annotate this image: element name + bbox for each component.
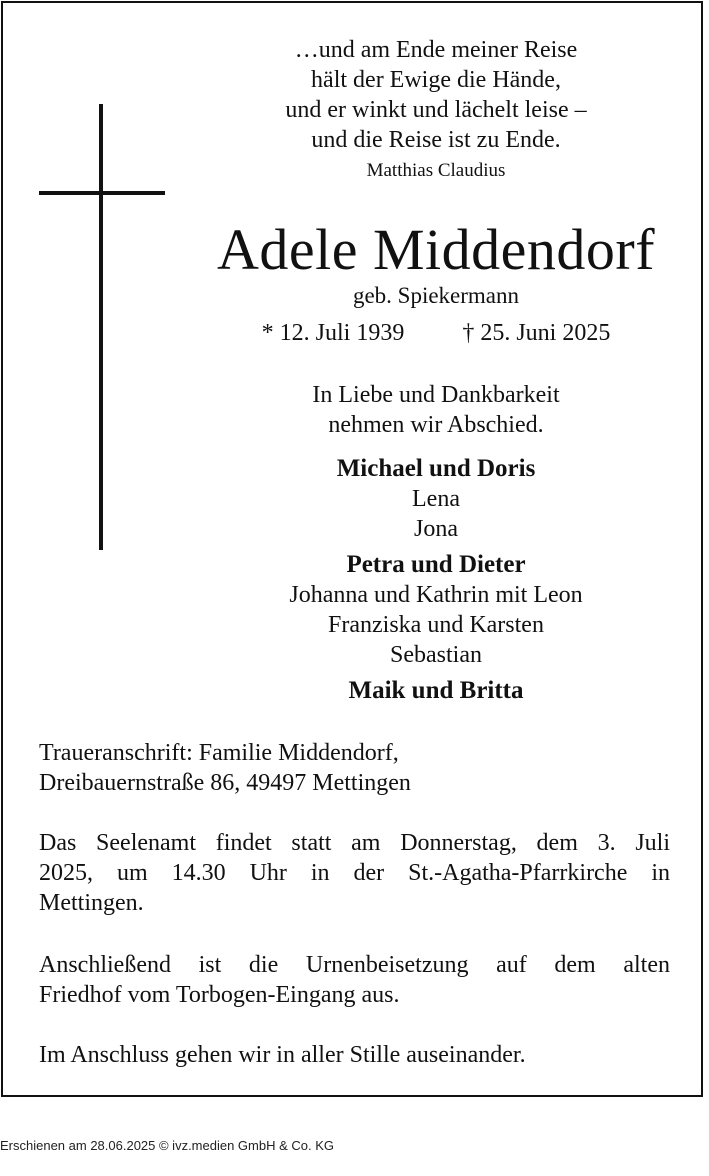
farewell-text xyxy=(200,380,672,440)
family-member: Sebastian xyxy=(390,642,482,668)
requiem-line: Mettingen. xyxy=(39,890,144,916)
life-dates xyxy=(200,318,672,348)
burial-line: Anschließend ist die Urnenbeisetzung auf dem alten xyxy=(39,952,670,978)
family-couple: Petra und Dieter xyxy=(346,551,526,578)
family-list xyxy=(200,454,672,706)
closing-paragraph: Im Anschluss gehen wir in aller Stille auseinander. xyxy=(39,1042,526,1068)
family-couple: Michael und Doris xyxy=(336,455,536,482)
poem-line: und die Reise ist zu Ende. xyxy=(311,127,561,153)
requiem-paragraph xyxy=(39,828,670,918)
family-member: Jona xyxy=(414,516,458,542)
burial-line: Friedhof vom Torbogen-Eingang aus. xyxy=(39,982,400,1008)
farewell-line: nehmen wir Abschied. xyxy=(328,412,544,438)
farewell-line: In Liebe und Dankbarkeit xyxy=(312,382,560,408)
birth-name: geb. Spiekermann xyxy=(352,283,520,308)
family-member: Johanna und Kathrin mit Leon xyxy=(289,582,583,608)
poem-line: und er winkt und lächelt leise – xyxy=(285,97,587,123)
requiem-line: 2025, um 14.30 Uhr in der St.-Agatha-Pfarrkirche in xyxy=(39,860,670,886)
burial-paragraph xyxy=(39,950,670,1010)
publication-footer: Erschienen am 28.06.2025 © ivz.medien GmbH & Co. KG xyxy=(0,1138,335,1153)
death-date: † 25. Juni 2025 xyxy=(462,320,611,346)
requiem-line: Das Seelenamt findet statt am Donnerstag, dem 3. Juli xyxy=(39,830,670,856)
family-member: Franziska und Karsten xyxy=(328,612,544,638)
family-couple: Maik und Britta xyxy=(348,677,524,704)
cross-icon-bar xyxy=(39,191,165,195)
address-line: Traueranschrift: Familie Middendorf, xyxy=(39,740,399,766)
address-line: Dreibauernstraße 86, 49497 Mettingen xyxy=(39,770,411,796)
poem xyxy=(200,35,672,186)
cross-icon xyxy=(99,104,103,550)
poem-author: Matthias Claudius xyxy=(366,160,506,181)
poem-line: hält der Ewige die Hände, xyxy=(311,67,561,93)
family-member: Lena xyxy=(412,486,460,512)
mourning-address xyxy=(39,738,670,798)
deceased-name: Adele Middendorf xyxy=(216,217,656,282)
poem-line: …und am Ende meiner Reise xyxy=(294,37,578,63)
birth-date: * 12. Juli 1939 xyxy=(261,320,405,346)
